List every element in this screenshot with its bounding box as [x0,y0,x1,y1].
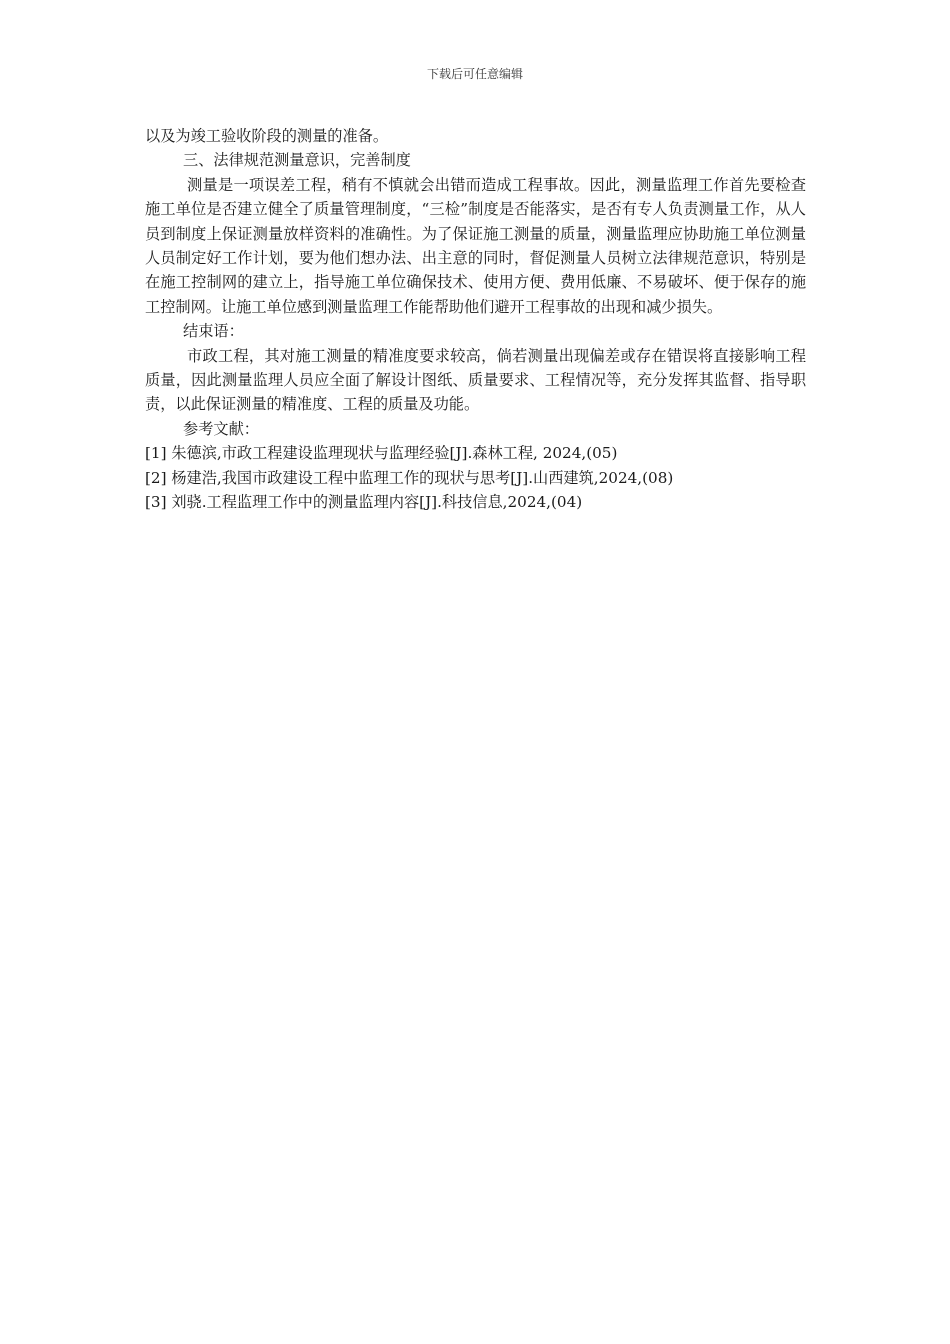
section-heading: 三、法律规范测量意识，完善制度 [183,151,411,170]
header-note: 下载后可任意编辑 [426,67,523,81]
conclusion-heading: 结束语： [183,322,244,341]
reference-item-1: [1] 朱德滨,市政工程建设监理现状与监理经验[J].森林工程, 2024,(05) [145,444,618,463]
reference-item-3: [3] 刘骁.工程监理工作中的测量监理内容[J].科技信息,2024,(04) [145,493,583,512]
reference-item-2: [2] 杨建浩,我国市政建设工程中监理工作的现状与思考[J].山西建筑,2024,(08) [145,468,674,487]
body-paragraph-conclusion: 市政工程，其对施工测量的精准度要求较高，倘若测量出现偏差或存在错误将直接影响工程质量，因此测量监理人员应全面了解设计图纸、质量要求、工程情况等，充分发挥其监督、指导职责，以此保证测量的精准度、工程的质量及功能。 [145,346,806,414]
references-heading: 参考文献： [183,419,259,438]
continued-paragraph: 以及为竣工验收阶段的测量的准备。 [145,127,388,145]
body-paragraph-measurement: 测量是一项误差工程，稍有不慎就会出错而造成工程事故。因此，测量监理工作首先要检查施工单位是否建立健全了质量管理制度，“三检”制度是否能落实，是否有专人负责测量工作，从人员到制度上保证测量放样资料的准确性。为了保证施工测量的质量，测量监理应协助施工单位测量人员制定好工作计划，要为他们想办法、出主意的同时，督促测量人员树立法律规范意识，特别是在施工控制网的建立上，指导施工单位确保技术、使用方便、费用低廉、不易破坏、便于保存的施工控制网。让施工单位感到测量监理工作能帮助他们避开工程事故的出现和减少损失。 [145,175,806,316]
document-body [145,124,806,515]
